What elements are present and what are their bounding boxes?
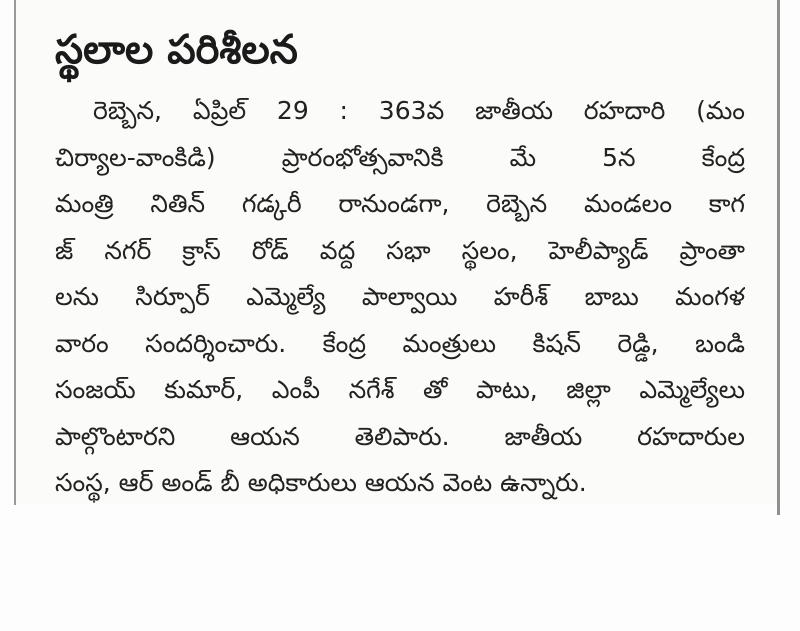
article-line: పాల్గొంటారని ఆయన తెలిపారు. జాతీయ రహదారుల (55, 421, 745, 451)
article-line: వారం సందర్శించారు. కేంద్ర మంత్రులు కిషన్ రెడ్డి, బండి (55, 328, 745, 358)
article-line: సంస్థ, ఆర్ అండ్ బీ అధికారులు ఆయన వెంట ఉన్నారు. (55, 468, 587, 497)
article-headline: స్థలాల పరిశీలన (55, 27, 298, 73)
column-rule-left (14, 0, 16, 505)
article-body (55, 88, 745, 507)
article-line: జ్ నగర్ క్రాస్ రోడ్ వద్ద సభా స్థలం, హెలీప్యాడ్ ప్రాంతా (55, 235, 745, 265)
article-line: చిర్యాల-వాంకిడి) ప్రారంభోత్సవానికి మే 5న కేంద్ర (55, 142, 745, 172)
article-line: రెబ్బెన, ఏప్రిల్ 29 : 363వ జాతీయ రహదారి (మం (93, 96, 745, 125)
article-line: లను సిర్పూర్ ఎమ్మెల్యే పాల్వాయి హరీశ్ బాబు మంగళ (55, 282, 745, 311)
article-line: మంత్రి నితిన్ గడ్కరీ రానుండగా, రెబ్బెన మండలం కాగ (55, 189, 745, 218)
column-rule-right (777, 0, 780, 515)
article-line: సంజయ్ కుమార్, ఎంపీ నగేశ్ తో పాటు, జిల్లా ఎమ్మెల్యేలు (55, 375, 745, 404)
